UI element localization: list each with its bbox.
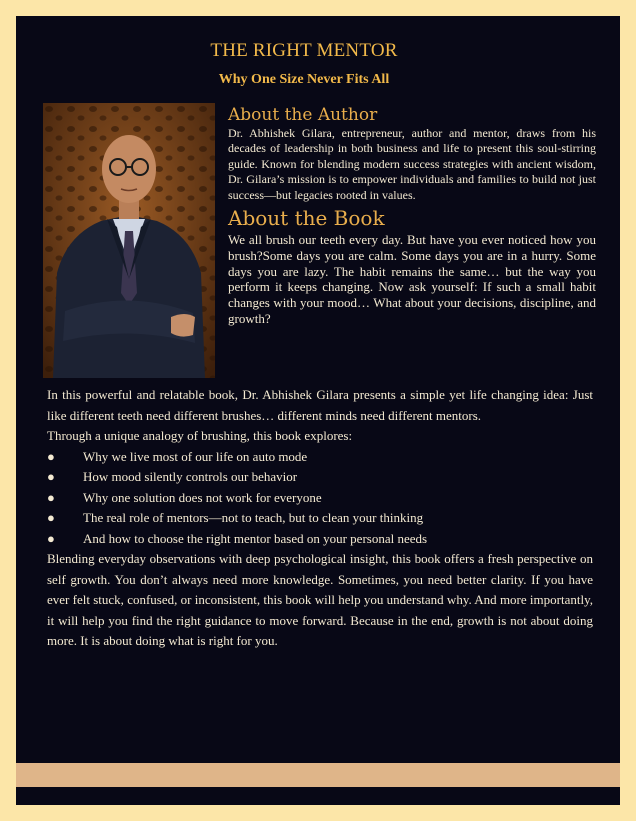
cover-panel — [16, 16, 620, 805]
bullet-icon: ● — [47, 448, 55, 464]
decorative-band — [16, 763, 620, 787]
intro-column — [228, 107, 596, 327]
list-item-text: How mood silently controls our behavior — [83, 469, 298, 484]
list-item — [47, 467, 593, 488]
list-item — [47, 447, 593, 468]
topics-list — [47, 447, 593, 550]
list-item — [47, 508, 593, 529]
author-photo — [43, 103, 215, 378]
bullet-icon: ● — [47, 530, 55, 546]
author-portrait-image — [43, 103, 215, 378]
book-description — [47, 385, 593, 652]
bullet-icon: ● — [47, 469, 55, 484]
bullet-icon: ● — [47, 510, 55, 525]
explores-lead: Through a unique analogy of brushing, this book explores: — [47, 428, 353, 443]
about-book-heading: About the Book — [228, 206, 385, 231]
book-subtitle: Why One Size Never Fits All — [218, 72, 390, 87]
about-author-heading: About the Author — [228, 105, 378, 125]
list-item-text: The real role of mentors—not to teach, but to clean your thinking — [83, 510, 424, 525]
book-title: THE RIGHT MENTOR — [210, 40, 398, 61]
closing-paragraph: Blending everyday observations with deep psychological insight, this book offers a fresh perspective on self growth. You don’t always need more knowledge. Sometimes, you need better clarity. If you have ever felt stuck, confused, or inconsistent, this book will help you understand why. And more importantly, it will help you find the right guidance to move forward. Because in the end, growth is not about doing more. It is about doing what is right for you. — [47, 551, 593, 648]
list-item-text: Why one solution does not work for everyone — [83, 489, 322, 505]
list-item-text: Why we live most of our life on auto mode — [83, 448, 308, 464]
about-author-text: Dr. Abhishek Gilara, entrepreneur, author and mentor, draws from his decades of leadership in both business and life to present this soul-stirring guide. Known for blending modern success strategies with ancient wisdom, Dr. Gilara’s mission is to empower individuals and families to build not just success—but legacies rooted in values. — [228, 125, 596, 202]
bullet-icon: ● — [47, 489, 55, 505]
list-item — [47, 488, 593, 509]
list-item-text: And how to choose the right mentor based on your personal needs — [83, 530, 428, 546]
list-item — [47, 529, 593, 550]
about-book-text: We all brush our teeth every day. But have you ever noticed how you brush?Some days you are calm. Some days you are in a hurry. Some days you are lazy. The habit remains the same… but the way you perform it keeps changing. Now ask yourself: If such a small habit changes with your mood… What about your decisions, discipline, and growth? — [228, 232, 596, 326]
intro-paragraph: In this powerful and relatable book, Dr. Abhishek Gilara presents a simple yet life changing idea: Just like different teeth need different brushes… different minds need different mentors. — [47, 387, 593, 423]
